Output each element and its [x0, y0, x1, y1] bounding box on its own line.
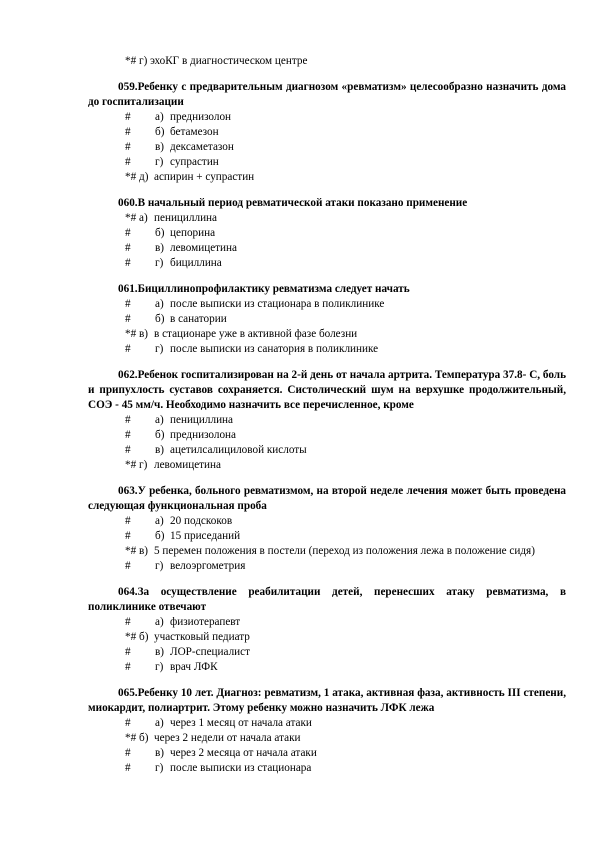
question-block — [88, 686, 566, 776]
option-label: а) — [155, 616, 164, 628]
answer-option — [88, 559, 566, 574]
option-mark: # — [125, 298, 131, 310]
option-text: ацетилсалициловой кислоты — [170, 444, 307, 456]
option-text: после выписки из санатория в поликлинике — [170, 343, 379, 355]
option-label: в) — [139, 545, 149, 557]
option-mark: # — [125, 414, 131, 426]
correct-mark: *# — [125, 732, 137, 744]
option-label: г) — [139, 459, 148, 471]
option-mark: # — [125, 343, 131, 355]
answer-option — [88, 110, 566, 125]
option-text: левомицетина — [154, 459, 221, 471]
answer-option — [88, 458, 566, 473]
option-label: в) — [155, 141, 165, 153]
question-text: 059.Ребенку с предварительным диагнозом «ревматизм» целесообразно назначить дома до госпитализации — [88, 81, 566, 108]
option-text: дексаметазон — [170, 141, 234, 153]
answer-option — [88, 660, 566, 675]
option-text: преднизолона — [170, 429, 236, 441]
option-mark: # — [125, 429, 131, 441]
question-text: 061.Бициллинопрофилактику ревматизма следует начать — [118, 283, 410, 295]
answer-option — [88, 256, 566, 271]
question-text: 064.За осуществление реабилитации детей, перенесших атаку ревматизма, в поликлинике отвечают — [88, 586, 566, 613]
answer-option — [88, 241, 566, 256]
option-label: д) — [139, 171, 149, 183]
option-text: ЛОР-специалист — [170, 646, 250, 658]
option-label: б) — [155, 126, 165, 138]
answer-option — [88, 645, 566, 660]
answer-option — [88, 544, 566, 559]
option-text: после выписки из стационара — [170, 762, 312, 774]
correct-mark: *# — [125, 631, 137, 643]
answer-option — [88, 529, 566, 544]
question-text: 065.Ребенку 10 лет. Диагноз: ревматизм, 1 атака, активная фаза, активность III степени, миокардит, полиартрит. Этому ребенку можно назначить ЛФК лежа — [88, 687, 566, 714]
answer-option — [88, 297, 566, 312]
option-label: а) — [139, 212, 148, 224]
option-label: в) — [155, 747, 165, 759]
question-block — [88, 196, 566, 271]
option-text: в санатории — [170, 313, 227, 325]
top-line: *# г) эхоКГ в диагностическом центре — [125, 55, 308, 67]
correct-mark: *# — [125, 545, 137, 557]
option-label: б) — [155, 313, 165, 325]
option-mark: # — [125, 141, 131, 153]
option-text: велоэргометрия — [170, 560, 246, 572]
option-text: 15 приседаний — [170, 530, 241, 542]
option-text: через 1 месяц от начала атаки — [170, 717, 312, 729]
option-label: в) — [139, 328, 149, 340]
answer-option — [88, 630, 566, 645]
option-mark: # — [125, 560, 131, 572]
answer-option — [88, 428, 566, 443]
option-label: г) — [155, 257, 164, 269]
option-text: в стационаре уже в активной фазе болезни — [154, 328, 358, 340]
option-text: через 2 недели от начала атаки — [154, 732, 301, 744]
option-mark: # — [125, 747, 131, 759]
option-text: пенициллина — [170, 414, 234, 426]
option-mark: # — [125, 126, 131, 138]
question-text: 060.В начальный период ревматической атаки показано применение — [118, 197, 468, 209]
option-label: а) — [155, 515, 164, 527]
option-label: а) — [155, 298, 164, 310]
answer-option — [88, 140, 566, 155]
correct-mark: *# — [125, 171, 137, 183]
option-mark: # — [125, 717, 131, 729]
question-block — [88, 484, 566, 574]
option-mark: # — [125, 257, 131, 269]
option-text: преднизолон — [170, 111, 232, 123]
option-label: б) — [139, 732, 149, 744]
answer-option — [88, 211, 566, 226]
option-mark: # — [125, 515, 131, 527]
option-mark: # — [125, 156, 131, 168]
answer-option — [88, 327, 566, 342]
answer-option — [88, 443, 566, 458]
question-block — [88, 368, 566, 473]
answer-option — [88, 155, 566, 170]
option-mark: # — [125, 227, 131, 239]
option-label: а) — [155, 111, 164, 123]
option-text: 20 подскоков — [170, 515, 233, 527]
option-label: в) — [155, 646, 165, 658]
answer-option — [88, 615, 566, 630]
option-label: г) — [155, 560, 164, 572]
option-text: аспирин + супрастин — [154, 171, 255, 183]
option-mark: # — [125, 616, 131, 628]
option-label: г) — [155, 661, 164, 673]
correct-mark: *# — [125, 212, 137, 224]
option-label: а) — [155, 717, 164, 729]
option-text: через 2 месяца от начала атаки — [170, 747, 317, 759]
option-label: в) — [155, 242, 165, 254]
option-mark: # — [125, 444, 131, 456]
option-text: левомицетина — [170, 242, 237, 254]
answer-option — [88, 761, 566, 776]
correct-mark: *# — [125, 328, 137, 340]
correct-mark: *# — [125, 459, 137, 471]
question-text: 062.Ребенок госпитализирован на 2-й день от начала артрита. Температура 37.8- С, боль и припухлость суставов сохраняется. Систолический шум на верхушке продолжительный, СОЭ - 45 мм/ч. Необходимо назначить все перечисленное, кроме — [88, 369, 566, 411]
question-text: 063.У ребенка, больного ревматизмом, на второй неделе лечения может быть проведена следующая функциональная проба — [88, 485, 566, 512]
option-text: пенициллина — [154, 212, 218, 224]
option-text: бициллина — [170, 257, 222, 269]
answer-option — [88, 312, 566, 327]
option-text: цепорина — [170, 227, 216, 239]
option-text: супрастин — [170, 156, 219, 168]
option-label: а) — [155, 414, 164, 426]
question-block — [88, 80, 566, 185]
answer-option — [88, 716, 566, 731]
answer-option — [88, 342, 566, 357]
option-text: бетамезон — [170, 126, 219, 138]
answer-option — [88, 413, 566, 428]
option-label: г) — [155, 343, 164, 355]
question-block — [88, 585, 566, 675]
option-text: 5 перемен положения в постели (переход из положения лежа в положение сидя) — [154, 545, 535, 557]
option-mark: # — [125, 313, 131, 325]
option-label: б) — [155, 530, 165, 542]
answer-option — [88, 746, 566, 761]
answer-option — [88, 731, 566, 746]
option-text: врач ЛФК — [170, 661, 218, 673]
option-text: участковый педиатр — [154, 631, 250, 643]
option-label: б) — [155, 227, 165, 239]
option-mark: # — [125, 661, 131, 673]
option-label: б) — [155, 429, 165, 441]
option-text: физиотерапевт — [170, 616, 241, 628]
answer-option — [88, 514, 566, 529]
option-mark: # — [125, 762, 131, 774]
option-mark: # — [125, 646, 131, 658]
answer-option — [88, 226, 566, 241]
option-label: г) — [155, 762, 164, 774]
option-mark: # — [125, 242, 131, 254]
option-label: в) — [155, 444, 165, 456]
answer-option — [88, 170, 566, 185]
option-label: б) — [139, 631, 149, 643]
option-mark: # — [125, 530, 131, 542]
question-block — [88, 282, 566, 357]
option-text: после выписки из стационара в поликлинике — [170, 298, 385, 310]
answer-option — [88, 125, 566, 140]
option-mark: # — [125, 111, 131, 123]
option-label: г) — [155, 156, 164, 168]
question-list — [88, 80, 566, 776]
